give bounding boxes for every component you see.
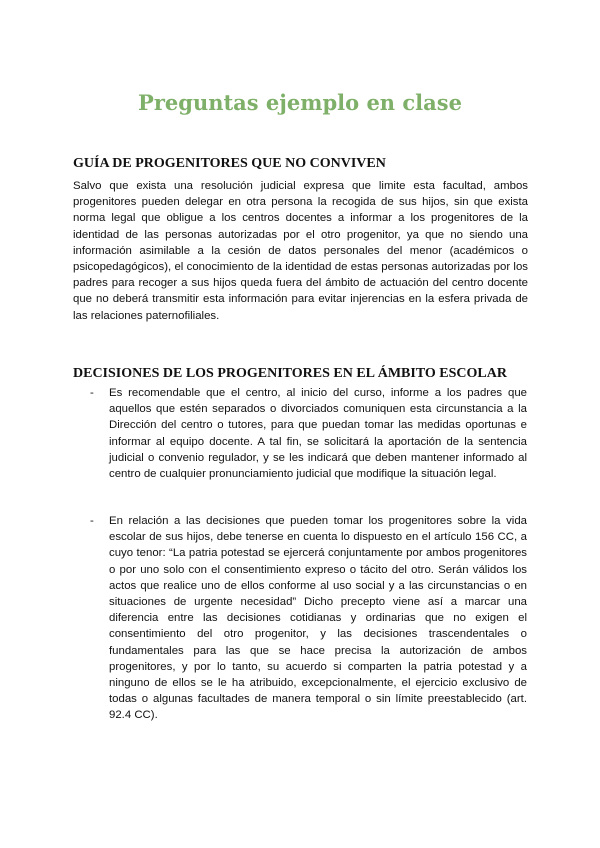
bullet-marker: -: [90, 387, 94, 399]
bullet-text-recomendacion-centro: Es recomendable que el centro, al inicio del curso, informe a los padres que aquellos que estén separados o divorciados comuniquen esta circunstancia a la Dirección del centro o tutores, para que puedan tomar las medidas oportunas e informar al equipo docente. A tal fin, se solicitará la aportación de la sentencia judicial o convenio regulador, y se les indicará que deben mantener informado al centro de cualquier pronunciamiento judicial que modifique la situación legal.: [109, 387, 527, 481]
section-heading-guia-progenitores: GUÍA DE PROGENITORES QUE NO CONVIVEN: [73, 155, 386, 171]
section-heading-decisiones-progenitores: DECISIONES DE LOS PROGENITORES EN EL ÁMBITO ESCOLAR: [73, 365, 507, 381]
page-title: Preguntas ejemplo en clase: [138, 90, 462, 116]
section-paragraph-guia-progenitores: Salvo que exista una resolución judicial expresa que limite esta facultad, ambos progenitores pueden delegar en otra persona la recogida de sus hijos, sin que exista norma legal que obligue a los centros docentes a informar a los progenitores de la identidad de las personas autorizadas por el otro progenitor, ya que no siendo una información asimilable a la cesión de datos personales del menor (académicos o psicopedagógicos), el conocimiento de la identidad de estas personas autorizadas por los padres para recoger a sus hijos queda fuera del ámbito de actuación del centro docente que no deberá transmitir esta información para evitar injerencias en la esfera privada de las relaciones paternofiliales.: [73, 180, 528, 322]
bullet-marker: -: [90, 515, 94, 527]
bullet-text-articulo-156: En relación a las decisiones que pueden tomar los progenitores sobre la vida escolar de sus hijos, debe tenerse en cuenta lo dispuesto en el artículo 156 CC, a cuyo tenor: “La patria potestad se ejercerá conjuntamente por ambos progenitores o por uno solo con el consentimiento expreso o tácito del otro. Serán válidos los actos que realice uno de ellos conforme al uso social y a las circunstancias o en situaciones de urgente necesidad” Dicho precepto viene así a marcar una diferencia entre las decisiones cotidianas y ordinarias que no exigen el consentimiento del otro progenitor, y las decisiones trascendentales o fundamentales para las que se hace precisa la autorización de ambos progenitores, y por lo tanto, su acuerdo si comparten la patria potestad y a ninguno de ellos se le ha atribuido, excepcionalmente, el ejercicio exclusivo de todas o algunas facultades de manera temporal o sin límite preestablecido (art. 92.4 CC).: [109, 515, 527, 722]
